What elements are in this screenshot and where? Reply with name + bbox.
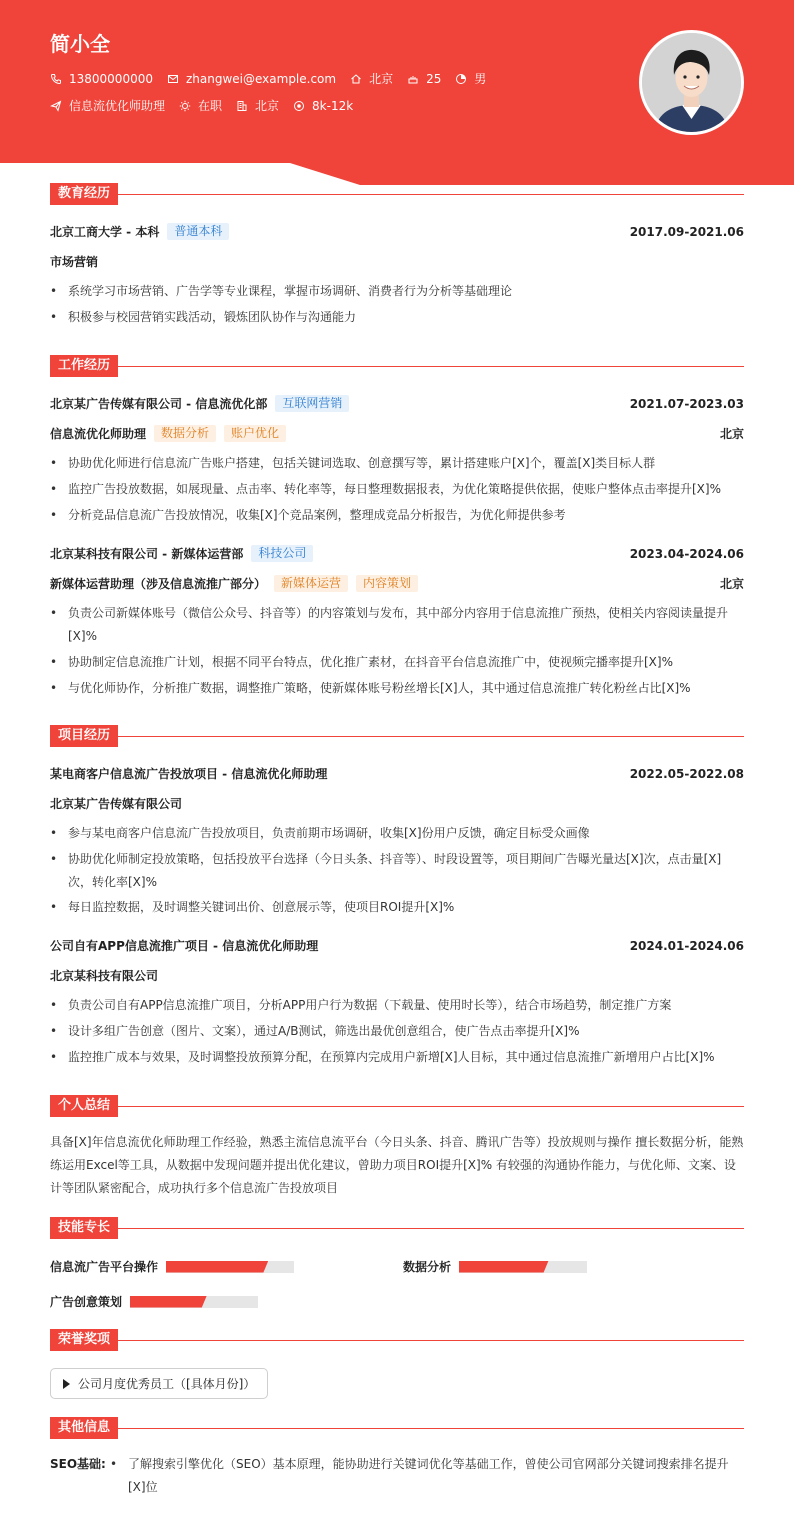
projects-header <box>50 725 744 747</box>
target-position-text: 信息流优化师助理 <box>69 99 166 113</box>
award-text: 公司月度优秀员工（[具体月份]） <box>78 1377 256 1391</box>
age-item <box>407 72 441 86</box>
sun-status-icon <box>179 100 191 112</box>
skills-header <box>50 1217 744 1239</box>
skill-tag: 数据分析 <box>154 425 216 442</box>
skill-bar-fill <box>459 1261 549 1273</box>
award-item <box>50 1368 268 1399</box>
list-item: • 协助优化师制定投放策略，包括投放平台选择（今日头条、抖音等）、时段设置等，项目期间广告曝光量达[X]次，点击量[X]次，转化率[X]% <box>50 848 744 894</box>
other-title: 其他信息 <box>50 1417 118 1439</box>
honors-header <box>50 1329 744 1351</box>
company-name: 北京某广告传媒有限公司 - 信息流优化部 <box>50 397 268 411</box>
education-row <box>50 223 744 240</box>
job-date: 2023.04-2024.06 <box>629 546 744 561</box>
list-item: • 每日监控数据，及时调整关键词出价、创意展示等，使项目ROI提升[X]% <box>50 896 744 919</box>
industry-tag: 互联网营销 <box>275 395 349 412</box>
skill-item <box>403 1258 587 1275</box>
home-icon <box>350 73 362 85</box>
status-text: 在职 <box>198 99 223 113</box>
contact-row <box>50 70 500 87</box>
summary-title: 个人总结 <box>50 1095 118 1117</box>
phone-item <box>50 72 153 86</box>
list-item: • 系统学习市场营销、广告学等专业课程，掌握市场调研、消费者行为分析等基础理论 <box>50 280 744 303</box>
work-title: 工作经历 <box>50 355 118 377</box>
skill-bar-fill <box>166 1261 268 1273</box>
section-divider <box>110 1228 744 1229</box>
summary-text: 具备[X]年信息流优化师助理工作经验，熟悉主流信息流平台（今日头条、抖音、腾讯广告等）投放规则与操作 擅长数据分析，能熟练运用Excel等工具，从数据中发现问题并提出优化建议，曾助力项目ROI提升[X]% 有较强的沟通协作能力，与优化师、文案、设计等团队紧密配合，成功执行多个信息流广告投放项目 <box>50 1135 744 1195</box>
skill-bar <box>130 1296 258 1308</box>
skill-item <box>50 1258 294 1275</box>
cake-icon <box>407 73 419 85</box>
avatar-portrait-icon <box>642 33 741 132</box>
email-text: zhangwei@example.com <box>185 71 337 86</box>
phone-icon <box>50 73 62 85</box>
section-divider <box>110 1340 744 1341</box>
school-name: 北京工商大学 - 本科 <box>50 225 160 239</box>
job-row <box>50 545 744 562</box>
project-row <box>50 765 744 782</box>
major-name: 市场营销 <box>50 255 99 269</box>
seo-label: SEO基础: <box>50 1457 106 1471</box>
project-row <box>50 937 744 954</box>
salary-text: 8k-12k <box>312 98 354 113</box>
project-org-row <box>50 967 744 984</box>
list-item: • 分析竞品信息流广告投放情况，收集[X]个竞品案例，整理成竞品分析报告，为优化师提供参考 <box>50 504 744 527</box>
section-divider <box>110 194 744 195</box>
skill-name: 信息流广告平台操作 <box>50 1260 159 1274</box>
gender-text: 男 <box>474 72 487 86</box>
company-name: 北京某科技有限公司 - 新媒体运营部 <box>50 547 244 561</box>
education-title: 教育经历 <box>50 183 118 205</box>
list-item: • 与优化师协作，分析推广数据，调整推广策略，使新媒体账号粉丝增长[X]人，其中通过信息流推广转化粉丝占比[X]% <box>50 677 744 700</box>
send-icon <box>50 100 62 112</box>
age-text: 25 <box>426 71 442 86</box>
mail-icon <box>167 73 179 85</box>
list-item: • 参与某电商客户信息流广告投放项目，负责前期市场调研，收集[X]份用户反馈，确定目标受众画像 <box>50 822 744 845</box>
role-name: 信息流优化师助理 <box>50 427 147 441</box>
skills-section <box>50 1217 744 1317</box>
role-name: 新媒体运营助理（涉及信息流推广部分） <box>50 577 267 591</box>
other-section <box>50 1417 744 1507</box>
list-item: • 负责公司自有APP信息流推广项目，分析APP用户行为数据（下载量、使用时长等），结合市场趋势，制定推广方案 <box>50 994 744 1017</box>
project-org: 北京某广告传媒有限公司 <box>50 797 183 811</box>
list-item: • 协助制定信息流推广计划，根据不同平台特点，优化推广素材，在抖音平台信息流推广中，使视频完播率提升[X]% <box>50 651 744 674</box>
section-divider <box>110 366 744 367</box>
summary-header <box>50 1095 744 1117</box>
work-section <box>50 355 744 705</box>
skill-tag: 内容策划 <box>356 575 418 592</box>
work-header <box>50 355 744 377</box>
job-row <box>50 395 744 412</box>
target-city-text: 北京 <box>255 99 280 113</box>
education-date: 2017.09-2021.06 <box>629 224 744 239</box>
degree-tag: 普通本科 <box>167 223 229 240</box>
target-position-item <box>50 97 165 114</box>
skill-item <box>50 1293 258 1310</box>
list-item: • 积极参与校园营销实践活动，锻炼团队协作与沟通能力 <box>50 306 744 329</box>
skill-tag: 账户优化 <box>224 425 286 442</box>
email-item <box>167 72 336 86</box>
project-org: 北京某科技有限公司 <box>50 969 159 983</box>
candidate-name: 简小全 <box>50 32 110 56</box>
role-row <box>50 575 744 592</box>
salary-item <box>293 99 353 113</box>
skill-bar <box>166 1261 294 1273</box>
list-item: • 设计多组广告创意（图片、文案），通过A/B测试，筛选出最优创意组合，使广告点击率提升[X]% <box>50 1020 744 1043</box>
skill-name: 广告创意策划 <box>50 1295 123 1309</box>
skill-bar-fill <box>130 1296 207 1308</box>
phone-text: 13800000000 <box>69 71 153 86</box>
seo-text: • 了解搜索引擎优化（SEO）基本原理，能协助进行关键词优化等基础工作，曾使公司官网部分关键词搜索排名提升[X]位 <box>110 1453 744 1499</box>
major-row <box>50 253 744 270</box>
hometown-item <box>350 70 393 87</box>
list-item: • 负责公司新媒体账号（微信公众号、抖音等）的内容策划与发布，其中部分内容用于信息流推广预热，使相关内容阅读量提升[X]% <box>50 602 744 648</box>
section-divider <box>110 1106 744 1107</box>
projects-section <box>50 725 744 1075</box>
project-name: 公司自有APP信息流推广项目 - 信息流优化师助理 <box>50 939 319 953</box>
project-org-row <box>50 795 744 812</box>
skill-bar <box>459 1261 587 1273</box>
building-icon <box>236 100 248 112</box>
hometown-text: 北京 <box>369 72 394 86</box>
target-city-item <box>236 97 279 114</box>
resume-header <box>0 0 794 185</box>
education-header <box>50 183 744 205</box>
list-item: • 监控推广成本与效果，及时调整投放预算分配，在预算内完成用户新增[X]人目标，其中通过信息流推广新增用户占比[X]% <box>50 1046 744 1069</box>
job-city: 北京 <box>719 577 744 591</box>
list-item: • 协助优化师进行信息流广告账户搭建，包括关键词选取、创意撰写等，累计搭建账户[X]个，覆盖[X]类目标人群 <box>50 452 744 475</box>
triangle-bullet-icon <box>63 1379 70 1389</box>
project-date: 2022.05-2022.08 <box>629 766 744 781</box>
project-date: 2024.01-2024.06 <box>629 938 744 953</box>
honors-title: 荣誉奖项 <box>50 1329 118 1351</box>
skills-title: 技能专长 <box>50 1217 118 1239</box>
summary-section <box>50 1095 744 1205</box>
job-intent-row <box>50 97 367 114</box>
job-date: 2021.07-2023.03 <box>629 396 744 411</box>
education-section <box>50 183 744 333</box>
skill-name: 数据分析 <box>403 1260 452 1274</box>
projects-title: 项目经历 <box>50 725 118 747</box>
industry-tag: 科技公司 <box>251 545 313 562</box>
job-city: 北京 <box>719 427 744 441</box>
coin-icon <box>293 100 305 112</box>
role-row <box>50 425 744 442</box>
gender-icon <box>455 73 467 85</box>
section-divider <box>110 1428 744 1429</box>
list-item: • 监控广告投放数据，如展现量、点击率、转化率等，每日整理数据报表，为优化策略提供依据，使账户整体点击率提升[X]% <box>50 478 744 501</box>
avatar <box>639 30 744 135</box>
honors-section <box>50 1329 744 1404</box>
status-item <box>179 97 222 114</box>
gender-item <box>455 70 486 87</box>
project-name: 某电商客户信息流广告投放项目 - 信息流优化师助理 <box>50 767 328 781</box>
other-header <box>50 1417 744 1439</box>
section-divider <box>110 736 744 737</box>
skill-tag: 新媒体运营 <box>274 575 348 592</box>
